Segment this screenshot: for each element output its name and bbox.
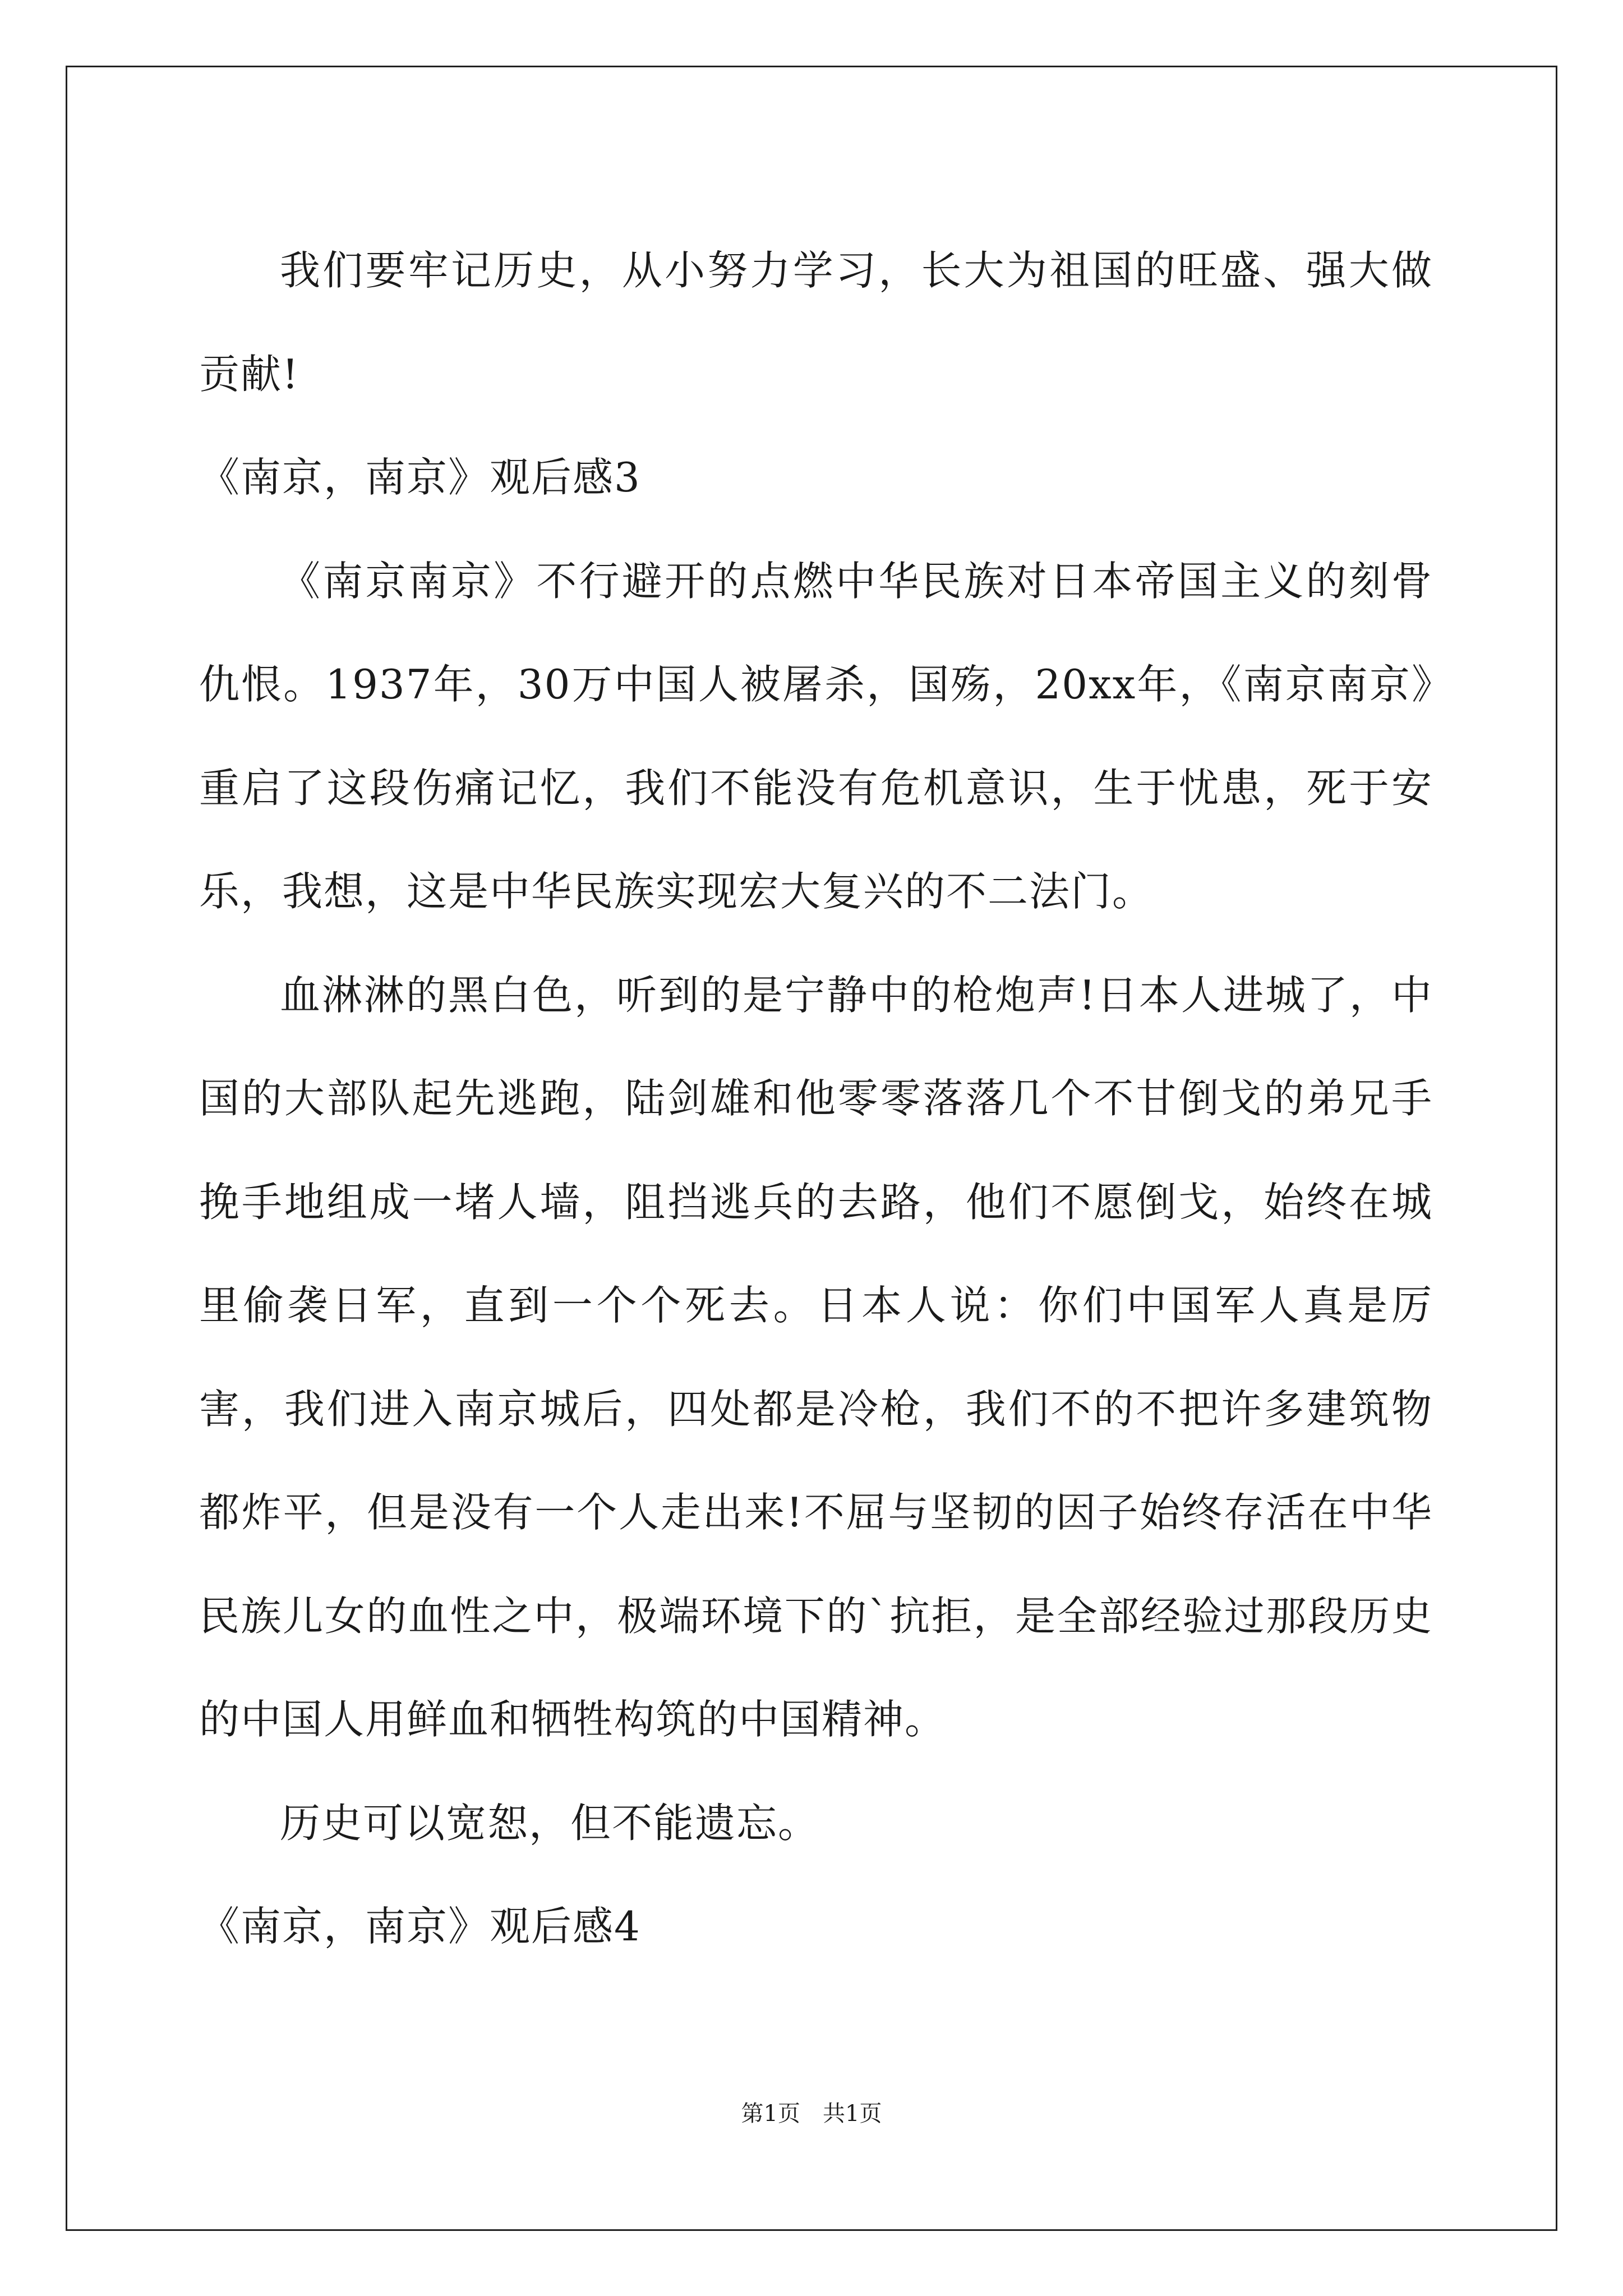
- section-heading-3: 《南京，南京》观后感3: [199, 454, 641, 501]
- page-number-label: 第1页 共1页: [741, 2101, 882, 2127]
- paragraph-4: 历史可以宽恕，但不能遗忘。: [280, 1799, 820, 1847]
- paragraph-3: 血淋淋的黑白色，听到的是宁静中的枪炮声!日本人进城了，中国的大部队起先逃跑，陆剑雄和他零零落落几个不甘倒戈的弟兄手挽手地组成一堵人墙，阻挡逃兵的去路，他们不愿倒戈，始终在城里偷袭日军，直到一个个死去。日本人说：你们中国军人真是厉害，我们进入南京城后，四处都是冷枪，我们不的不把许多建筑物都炸平，但是没有一个人走出来!不屈与坚韧的因子始终存活在中华民族儿女的血性之中，极端环境下的`抗拒，是全部经验过那段历史的中国人用鲜血和牺牲构筑的中国精神。: [199, 971, 1433, 1743]
- paragraph-2: 《南京南京》不行避开的点燃中华民族对日本帝国主义的刻骨仇恨。1937年，30万中国人被屠杀，国殇，20xx年，《南京南京》重启了这段伤痛记忆，我们不能没有危机意识，生于忧患，死于安乐，我想，这是中华民族实现宏大复兴的不二法门。: [199, 557, 1433, 915]
- paragraph-1: 我们要牢记历史，从小努力学习，长大为祖国的旺盛、强大做贡献!: [199, 247, 1433, 398]
- section-heading-4: 《南京，南京》观后感4: [199, 1903, 641, 1950]
- page-footer: [0, 2097, 1623, 2131]
- document-body: [199, 219, 1433, 1978]
